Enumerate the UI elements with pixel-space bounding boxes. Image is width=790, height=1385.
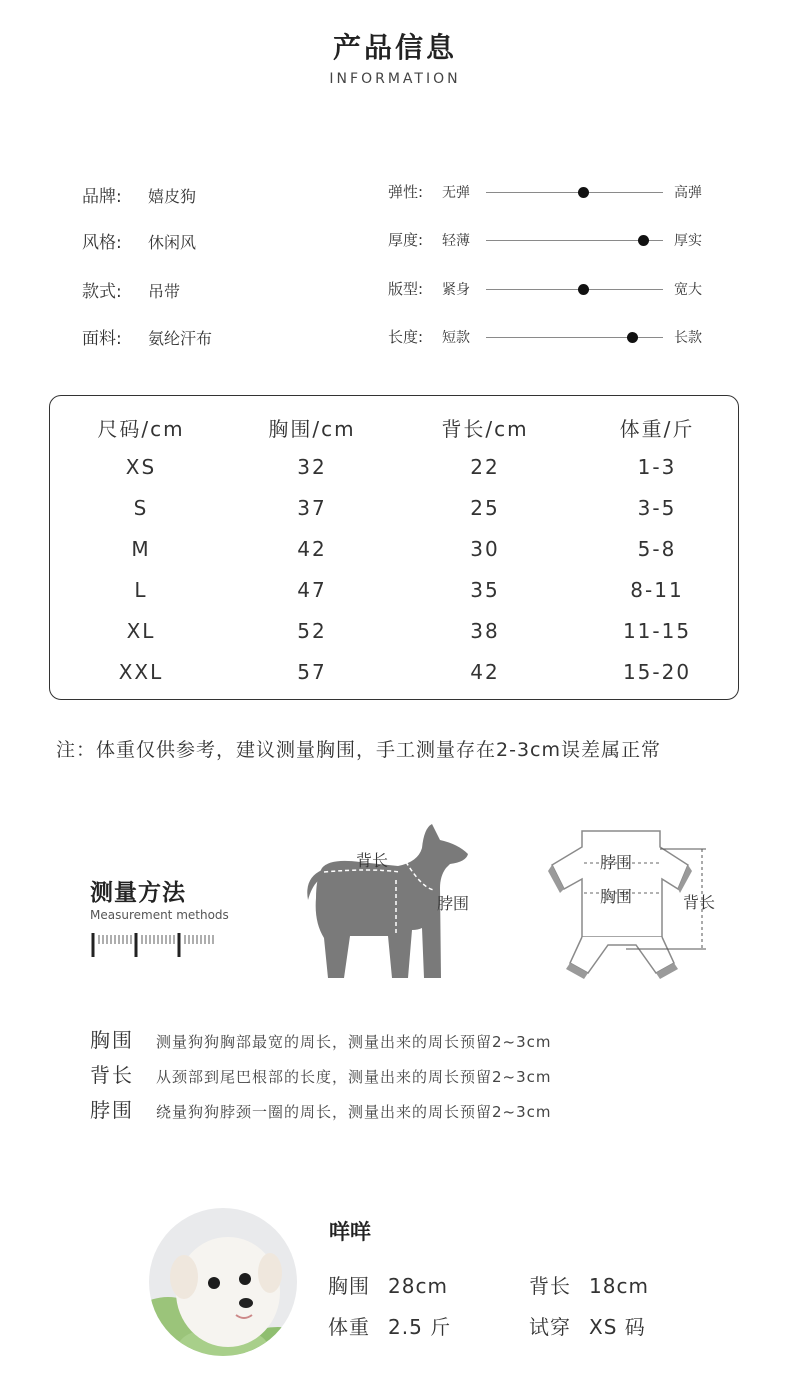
info-row-fabric — [82, 324, 212, 349]
pet-stat-value: 28cm — [388, 1274, 448, 1298]
pet-stat-label: 试穿 — [529, 1315, 571, 1339]
table-cell: 37 — [297, 496, 327, 520]
slider-label: 版型: — [388, 280, 424, 298]
slider-track — [486, 192, 663, 193]
info-row-brand — [82, 182, 196, 207]
pet-stat-label: 背长 — [529, 1274, 571, 1298]
slider-max-label: 宽大 — [674, 282, 702, 298]
table-cell: XS — [125, 455, 157, 479]
desc-text: 从颈部到尾巴根部的长度，测量出来的周长预留2~3cm — [156, 1068, 552, 1086]
garment-chest-label: 胸围 — [600, 887, 633, 906]
page-title: 产品信息 — [332, 31, 457, 64]
desc-term: 背长 — [90, 1063, 134, 1087]
desc-term: 胸围 — [90, 1028, 134, 1052]
dog-neck-label: 脖围 — [437, 894, 470, 913]
table-cell: M — [131, 537, 151, 561]
table-cell: 11-15 — [622, 619, 692, 643]
info-label: 品牌: — [82, 187, 122, 207]
slider-min-label: 无弹 — [442, 185, 470, 201]
desc-row-neck — [90, 1094, 552, 1123]
table-header: 体重/斤 — [619, 417, 695, 441]
desc-text: 测量狗狗胸部最宽的周长，测量出来的周长预留2~3cm — [156, 1033, 552, 1051]
measurement-title: 测量方法 — [90, 880, 186, 906]
measurement-subtitle: Measurement methods — [90, 908, 229, 922]
slider-label: 长度: — [388, 328, 424, 346]
table-cell: 30 — [470, 537, 500, 561]
pet-stat-try — [529, 1311, 646, 1340]
slider-max-label: 厚实 — [674, 233, 702, 249]
table-cell: 22 — [470, 455, 500, 479]
slider-marker — [627, 332, 638, 343]
slider-max-label: 高弹 — [674, 185, 702, 201]
pet-stat-value: 18cm — [589, 1274, 649, 1298]
dog-measure-diagram — [300, 818, 500, 988]
info-value: 氨纶汗布 — [148, 329, 213, 348]
slider-marker — [638, 235, 649, 246]
table-cell: 5-8 — [637, 537, 677, 561]
slider-label: 弹性: — [388, 183, 424, 201]
table-header: 尺码/cm — [97, 417, 185, 441]
desc-row-chest — [90, 1024, 552, 1053]
info-row-style — [82, 228, 196, 253]
desc-text: 绕量狗狗脖颈一圈的周长，测量出来的周长预留2~3cm — [156, 1103, 552, 1121]
slider-max-label: 长款 — [674, 330, 702, 346]
slider-min-label: 短款 — [442, 330, 470, 346]
garment-back-label: 背长 — [683, 893, 716, 912]
pet-stat-label: 胸围 — [328, 1274, 370, 1298]
table-cell: XXL — [118, 660, 164, 684]
table-cell: XL — [126, 619, 156, 643]
table-cell: 32 — [297, 455, 327, 479]
table-cell: L — [134, 578, 148, 602]
desc-term: 脖围 — [90, 1098, 134, 1122]
desc-row-back — [90, 1059, 552, 1088]
dog-chest-label: 胸围 — [357, 937, 390, 956]
size-table — [49, 395, 739, 700]
size-note: 注：体重仅供参考，建议测量胸围，手工测量存在2-3cm误差属正常 — [56, 739, 661, 761]
slider-thickness — [388, 229, 718, 251]
info-value: 嬉皮狗 — [148, 187, 197, 206]
pet-photo — [148, 1207, 298, 1357]
table-cell: 42 — [470, 660, 500, 684]
info-label: 面料: — [82, 329, 122, 349]
pet-stat-value: XS 码 — [589, 1315, 646, 1339]
table-cell: 57 — [297, 660, 327, 684]
table-cell: 35 — [470, 578, 500, 602]
slider-track — [486, 289, 663, 290]
table-cell: 1-3 — [637, 455, 677, 479]
dog-back-label: 背长 — [356, 851, 389, 870]
table-cell: 25 — [470, 496, 500, 520]
table-cell: 52 — [297, 619, 327, 643]
info-label: 款式: — [82, 282, 122, 302]
slider-marker — [578, 187, 589, 198]
slider-label: 厚度: — [388, 231, 424, 249]
info-row-type — [82, 277, 180, 302]
table-cell: 3-5 — [637, 496, 677, 520]
table-cell: 8-11 — [630, 578, 684, 602]
slider-fit — [388, 278, 718, 300]
slider-track — [486, 240, 663, 241]
table-cell: 42 — [297, 537, 327, 561]
slider-min-label: 轻薄 — [442, 233, 470, 249]
slider-marker — [578, 284, 589, 295]
garment-neck-label: 脖围 — [600, 853, 633, 872]
page-subtitle: INFORMATION — [329, 71, 461, 87]
table-cell: 38 — [470, 619, 500, 643]
info-value: 吊带 — [148, 282, 181, 301]
pet-stat-back — [529, 1270, 649, 1299]
table-header: 背长/cm — [441, 417, 529, 441]
table-cell: 15-20 — [622, 660, 692, 684]
info-value: 休闲风 — [148, 233, 197, 252]
ruler-icon — [90, 930, 220, 960]
table-cell: S — [133, 496, 149, 520]
info-label: 风格: — [82, 233, 122, 253]
table-header: 胸围/cm — [268, 417, 356, 441]
slider-elasticity — [388, 181, 718, 203]
slider-min-label: 紧身 — [442, 282, 470, 298]
slider-length — [388, 326, 718, 348]
pet-stat-value: 2.5 斤 — [388, 1315, 452, 1339]
pet-stat-label: 体重 — [328, 1315, 370, 1339]
table-cell: 47 — [297, 578, 327, 602]
pet-name: 咩咩 — [329, 1220, 371, 1244]
pet-stat-chest — [328, 1270, 448, 1299]
pet-stat-weight — [328, 1311, 451, 1340]
